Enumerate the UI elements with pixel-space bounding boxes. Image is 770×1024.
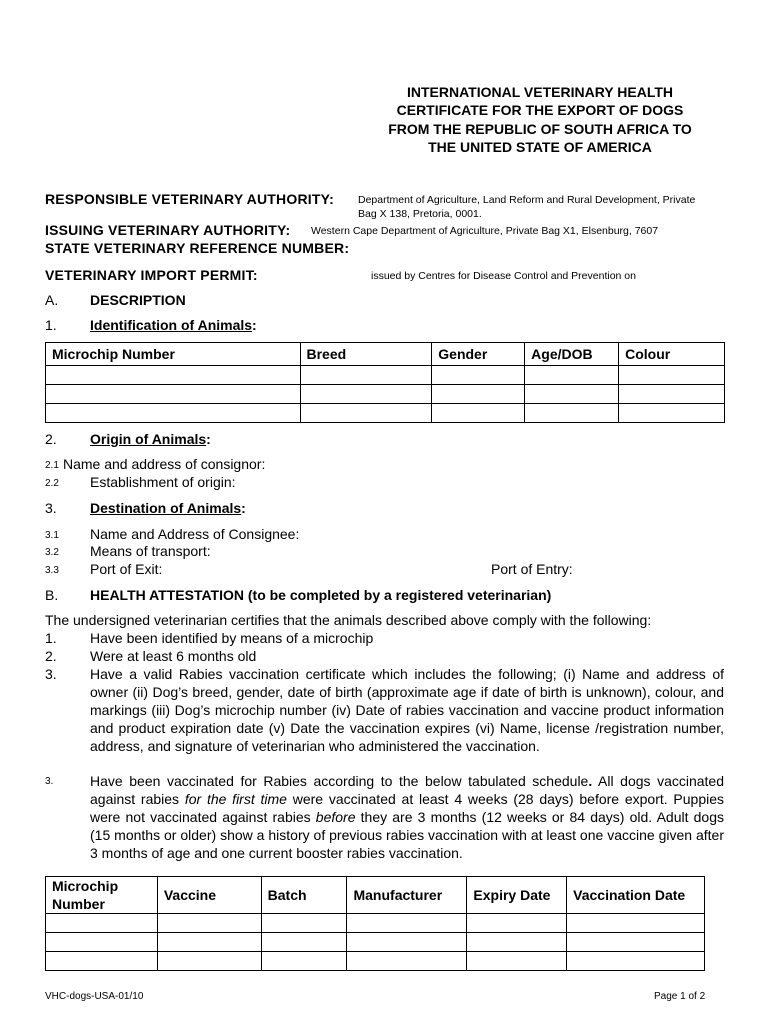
header-microchip-number: Microchip Number xyxy=(46,877,158,914)
header-manufacturer: Manufacturer xyxy=(347,877,467,914)
vaccine-table xyxy=(45,876,705,971)
identification-title: Identification of Animals xyxy=(90,317,253,333)
responsible-authority-value-2: Bag X 138, Pretoria, 0001. xyxy=(358,208,482,220)
table-cell[interactable] xyxy=(300,366,432,385)
state-reference-label: STATE VETERINARY REFERENCE NUMBER: xyxy=(45,240,350,256)
section-b-title: HEALTH ATTESTATION (to be completed by a registered veterinarian) xyxy=(90,587,552,603)
table-cell[interactable] xyxy=(46,933,158,952)
title-line-3: FROM THE REPUBLIC OF SOUTH AFRICA TO xyxy=(388,120,692,137)
table-cell[interactable] xyxy=(567,933,705,952)
consignor-label: Name and address of consignor: xyxy=(63,456,266,472)
table-cell[interactable] xyxy=(261,933,347,952)
table-cell[interactable] xyxy=(467,952,567,971)
animal-table xyxy=(45,342,725,423)
section-a-letter: A. xyxy=(45,292,59,308)
table-cell[interactable] xyxy=(347,952,467,971)
attest-4-part-c: were vaccinated at least 4 weeks (28 days) before export. Puppies were not vaccinated against rabies xyxy=(90,791,724,825)
attest-4-number: 3. xyxy=(45,776,54,787)
attest-2-number: 2. xyxy=(45,648,57,664)
attest-4-italic-2: before xyxy=(315,809,356,825)
header-gender: Gender xyxy=(432,343,525,366)
header-breed: Breed xyxy=(300,343,432,366)
title-line-1: INTERNATIONAL VETERINARY HEALTH xyxy=(406,84,673,100)
title-line-4: THE UNITED STATE OF AMERICA xyxy=(428,138,652,155)
header-microchip-number: Microchip Number xyxy=(46,343,301,366)
port-exit-label: Port of Exit: xyxy=(90,561,163,577)
destination-title: Destination of Animals xyxy=(90,500,242,516)
attest-4-dot: . xyxy=(588,773,593,789)
table-cell[interactable] xyxy=(300,404,432,423)
table-cell[interactable] xyxy=(525,404,619,423)
table-cell[interactable] xyxy=(46,385,301,404)
footer-code: VHC-dogs-USA-01/10 xyxy=(45,991,144,1002)
title-line-2: CERTIFICATE FOR THE EXPORT OF DOGS xyxy=(396,102,684,119)
header-vaccine: Vaccine xyxy=(157,877,261,914)
import-permit-label: VETERINARY IMPORT PERMIT: xyxy=(45,267,258,283)
table-cell[interactable] xyxy=(467,933,567,952)
header-colour: Colour xyxy=(619,343,725,366)
table-row xyxy=(46,914,705,933)
destination-heading xyxy=(90,500,246,516)
attest-4-part-b: All dogs vaccinated against rabies xyxy=(90,773,725,807)
document-title xyxy=(330,83,750,156)
attest-4-text xyxy=(90,772,724,862)
item-3-1-number: 3.1 xyxy=(45,530,59,541)
table-cell[interactable] xyxy=(300,385,432,404)
attest-4-italic-1: for the first time xyxy=(184,791,287,807)
table-cell[interactable] xyxy=(619,385,725,404)
table-cell[interactable] xyxy=(619,366,725,385)
identification-colon: : xyxy=(252,317,257,333)
attest-3-text: Have a valid Rabies vaccination certificate which includes the following; (i) Name and address of owner (ii) Dog’s breed, gender, date of birth (approximate age if date of birth is unknown), colour, and markings (iii) Dog’s microchip number (iv) Date of rabies vaccination and vaccine product information and product expiration date (v) Date the vaccination expires (vi) Name, license /registration number, address, and signature of veterinarian who administered the vaccination. xyxy=(90,666,724,754)
header-age-dob: Age/DOB xyxy=(525,343,619,366)
table-row xyxy=(46,933,705,952)
issuing-authority-label: ISSUING VETERINARY AUTHORITY: xyxy=(45,222,291,238)
attest-1-text: Have been identified by means of a microchip xyxy=(90,630,374,646)
item-2-2-number: 2.2 xyxy=(45,478,59,489)
section-b-letter: B. xyxy=(45,587,59,603)
attest-4-part-a: Have been vaccinated for Rabies according to the below tabulated schedule xyxy=(90,773,589,789)
table-cell[interactable] xyxy=(347,914,467,933)
establishment-label: Establishment of origin: xyxy=(90,474,236,490)
table-row xyxy=(46,366,725,385)
attest-4-part-d: they are 3 months (12 weeks or 84 days) old. Adult dogs (15 months or older) show a history of previous rabies vaccination with at least one vaccine given after 3 months of age and one current booster rabies vaccination. xyxy=(90,809,724,861)
table-cell[interactable] xyxy=(46,914,158,933)
table-cell[interactable] xyxy=(46,404,301,423)
item-3-3-number: 3.3 xyxy=(45,565,59,576)
item-3-number: 3. xyxy=(45,500,57,516)
transport-label: Means of transport: xyxy=(90,543,211,559)
responsible-authority-label: RESPONSIBLE VETERINARY AUTHORITY: xyxy=(45,191,334,207)
consignee-label: Name and Address of Consignee: xyxy=(90,526,300,542)
origin-colon: : xyxy=(206,431,211,447)
table-cell[interactable] xyxy=(525,385,619,404)
table-cell[interactable] xyxy=(157,952,261,971)
attest-3-number: 3. xyxy=(45,666,57,682)
header-expiry-date: Expiry Date xyxy=(467,877,567,914)
table-cell[interactable] xyxy=(567,952,705,971)
item-2-1-number: 2.1 xyxy=(45,460,59,471)
issuing-authority-value: Western Cape Department of Agriculture, Private Bag X1, Elsenburg, 7607 xyxy=(311,225,659,237)
responsible-authority-value-1: Department of Agriculture, Land Reform and Rural Development, Private xyxy=(358,194,696,206)
table-cell[interactable] xyxy=(46,952,158,971)
attestation-intro: The undersigned veterinarian certifies that the animals described above comply with the following: xyxy=(45,612,652,628)
table-cell[interactable] xyxy=(432,385,525,404)
identification-heading xyxy=(90,317,257,333)
footer-page-number: Page 1 of 2 xyxy=(654,991,706,1002)
table-cell[interactable] xyxy=(157,933,261,952)
table-cell[interactable] xyxy=(619,404,725,423)
table-row xyxy=(46,385,725,404)
animal-table-header xyxy=(46,343,725,366)
table-cell[interactable] xyxy=(157,914,261,933)
destination-colon: : xyxy=(241,500,246,516)
table-cell[interactable] xyxy=(261,914,347,933)
vaccine-table-header xyxy=(46,877,705,914)
item-1-number: 1. xyxy=(45,317,57,333)
table-cell[interactable] xyxy=(567,914,705,933)
table-cell[interactable] xyxy=(261,952,347,971)
origin-heading xyxy=(90,431,211,447)
item-3-2-number: 3.2 xyxy=(45,547,59,558)
table-cell[interactable] xyxy=(432,366,525,385)
table-cell[interactable] xyxy=(467,914,567,933)
table-cell[interactable] xyxy=(46,366,301,385)
attest-2-text: Were at least 6 months old xyxy=(90,648,257,664)
import-permit-value: issued by Centres for Disease Control and Prevention on xyxy=(371,270,636,282)
port-entry-label: Port of Entry: xyxy=(491,561,573,577)
header-vaccination-date: Vaccination Date xyxy=(567,877,705,914)
header-batch: Batch xyxy=(261,877,347,914)
section-a-title: DESCRIPTION xyxy=(90,292,186,308)
origin-title: Origin of Animals xyxy=(90,431,207,447)
table-cell[interactable] xyxy=(525,366,619,385)
table-cell[interactable] xyxy=(432,404,525,423)
item-2-number: 2. xyxy=(45,431,57,447)
table-cell[interactable] xyxy=(347,933,467,952)
attest-1-number: 1. xyxy=(45,630,57,646)
table-row xyxy=(46,952,705,971)
table-row xyxy=(46,404,725,423)
